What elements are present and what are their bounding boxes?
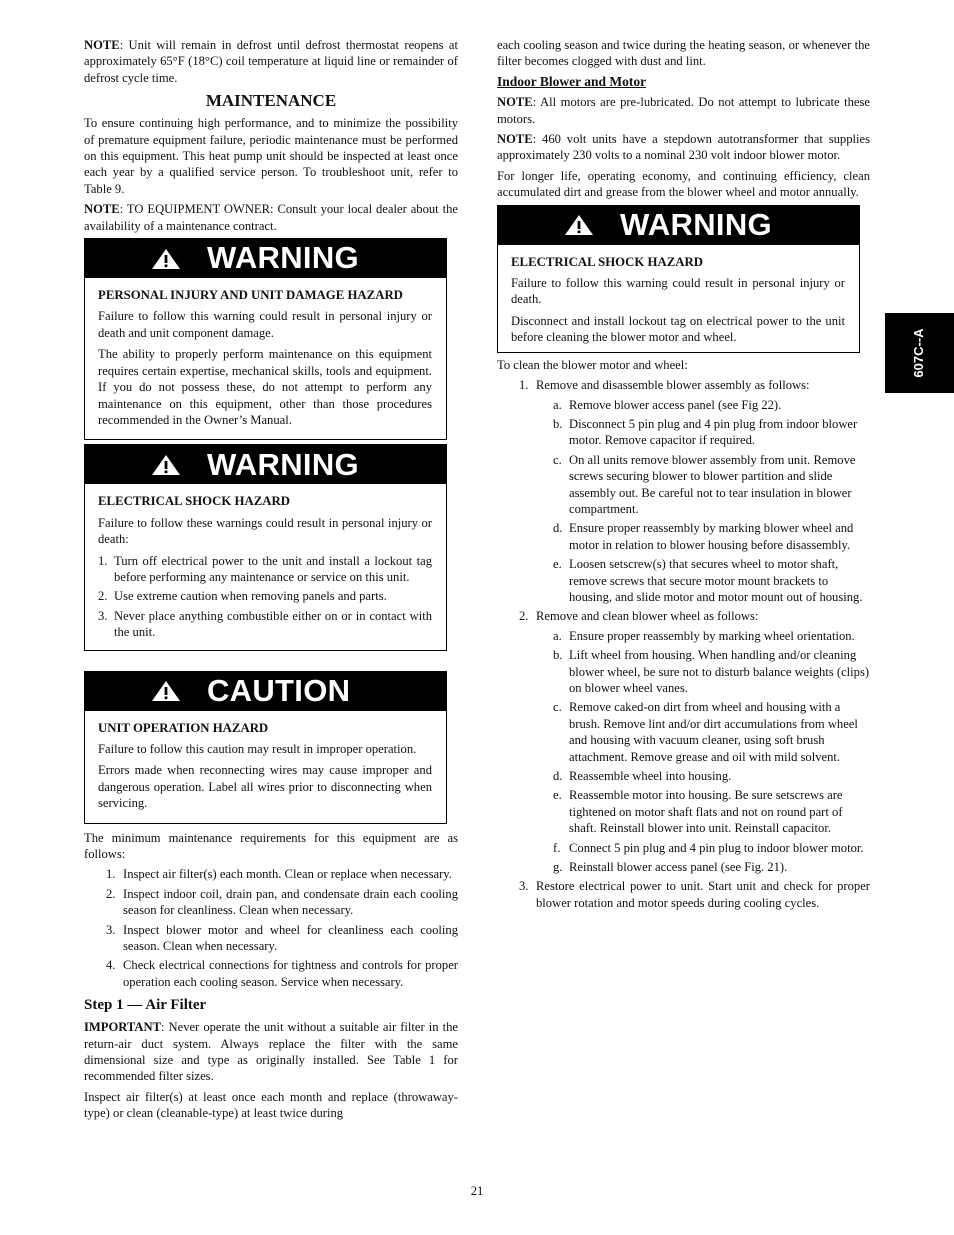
hazard-text: Disconnect and install lockout tag on electrical power to the unit before cleaning the blower motor and wheel. bbox=[511, 313, 845, 345]
list-item: g. Reinstall blower access panel (see Fig. 21). bbox=[553, 860, 788, 875]
list-item: f. Connect 5 pin plug and 4 pin plug to indoor blower motor. bbox=[553, 840, 864, 855]
list-item: 2. Inspect indoor coil, drain pan, and condensate drain each cooling season for cleanliness. Clean when necessary. bbox=[106, 886, 458, 918]
list-item: a. Remove blower access panel (see Fig 22). bbox=[553, 397, 782, 412]
blower-heading: Indoor Blower and Motor bbox=[497, 73, 647, 89]
min-requirements-list bbox=[106, 866, 458, 990]
list-item: 1. Remove and disassemble blower assembly as follows: bbox=[519, 378, 810, 393]
list-item: b. Lift wheel from housing. When handling and/or cleaning blower wheel, be sure not to disturb balance weights (clips) on blower wheel vanes. bbox=[553, 648, 870, 695]
list-item: e. Reassemble motor into housing. Be sure setscrews are tightened on motor shaft flats and not on round part of shaft. Reinstall blower into unit. Reinstall capacitor. bbox=[553, 788, 843, 836]
step1-heading: Step 1 — Air Filter bbox=[84, 997, 207, 1014]
blower-step-list bbox=[519, 377, 870, 393]
list-item: 3. Restore electrical power to unit. Start unit and check for proper blower rotation and motor speeds during cooling cycles. bbox=[519, 879, 870, 910]
list-item: 1. Turn off electrical power to the unit and install a lockout tag before performing any maintenance or service on this unit. bbox=[98, 553, 432, 584]
list-item: d. Reassemble wheel into housing. bbox=[553, 769, 732, 784]
important-text: : Never operate the unit without a suitable air filter in the return-air duct system. Always replace the filter with the same dimensional size and type as originally installed. See Table 1 for recommended filter sizes. bbox=[84, 1020, 458, 1084]
hazard-list bbox=[98, 553, 432, 641]
page-number: 21 bbox=[470, 1184, 484, 1198]
warning-triangle-icon bbox=[151, 248, 181, 270]
list-item: 1. Inspect air filter(s) each month. Clean or replace when necessary. bbox=[106, 867, 452, 882]
continued-paragraph: each cooling season and twice during the heating season, or whenever the filter becomes clogged with dust and lint. bbox=[497, 38, 870, 69]
note-text: : All motors are pre-lubricated. Do not attempt to lubricate these motors. bbox=[497, 95, 870, 126]
hazard-title: PERSONAL INJURY AND UNIT DAMAGE HAZARD bbox=[98, 288, 403, 303]
blower-substep-list bbox=[553, 628, 870, 876]
right-column bbox=[497, 37, 870, 914]
inspect-paragraph: Inspect air filter(s) at least once each month and replace (throwaway-type) or clean (cleanable-type) at least twice during bbox=[84, 1089, 458, 1121]
caution-label: CAUTION bbox=[207, 672, 351, 708]
note-lubricated bbox=[497, 94, 870, 127]
list-item: 2. Remove and clean blower wheel as follows: bbox=[519, 609, 759, 624]
list-item: e. Loosen setscrew(s) that secures wheel to motor shaft, remove screws that secure motor mount brackets to housing, and slide motor and motor mount out of housing. bbox=[553, 557, 863, 604]
hazard-text: The ability to properly perform maintenance on this equipment requires certain expertise, mechanical skills, tools and equipment. If you do not possess these, do not attempt to perform any maintenance on this equipment, other than those procedures recommended in the Owner’s Manual. bbox=[98, 347, 432, 427]
caution-banner bbox=[85, 672, 446, 711]
blower-substep-list bbox=[553, 397, 870, 606]
list-item: c. On all units remove blower assembly from unit. Remove screws securing blower to blower partition and slide assembly out. Be careful not to tear insulation in blower compartment. bbox=[553, 452, 856, 516]
maintenance-heading: MAINTENANCE bbox=[205, 91, 337, 111]
caution-box bbox=[84, 671, 447, 824]
hazard-title: UNIT OPERATION HAZARD bbox=[98, 720, 269, 735]
note-text: : 460 volt units have a stepdown autotransformer that supplies approximately 230 volts to a nominal 230 volt indoor blower motor. bbox=[497, 132, 870, 163]
hazard-text: Failure to follow these warnings could result in personal injury or death: bbox=[98, 515, 432, 547]
hazard-title: ELECTRICAL SHOCK HAZARD bbox=[511, 254, 703, 269]
maintenance-paragraph: To ensure continuing high performance, and to minimize the possibility of premature equipment failure, periodic maintenance must be performed on this equipment. This heat pump unit should be inspected at least once each year by a qualified service person. To troubleshoot unit, refer to Table 9. bbox=[84, 116, 458, 196]
warning-banner bbox=[498, 206, 859, 245]
warning-label: WARNING bbox=[207, 240, 359, 276]
warning-triangle-icon bbox=[151, 454, 181, 476]
defrost-note bbox=[84, 37, 458, 86]
important-label: IMPORTANT bbox=[84, 1020, 161, 1035]
warning-box-personal-injury bbox=[84, 238, 447, 440]
list-item: c. Remove caked-on dirt from wheel and housing with a brush. Remove lint and/or dirt accumulations from wheel and housing with vacuum cleaner, using soft brush attachment. Remove grease and oil with mild solvent. bbox=[553, 700, 858, 764]
list-item: b. Disconnect 5 pin plug and 4 pin plug from indoor blower motor. Remove capacitor if required. bbox=[553, 416, 858, 448]
hazard-text: Failure to follow this caution may result in improper operation. bbox=[98, 741, 417, 756]
list-item: 2. Use extreme caution when removing panels and parts. bbox=[98, 589, 387, 604]
warning-label: WARNING bbox=[620, 206, 772, 242]
list-item: d. Ensure proper reassembly by marking blower wheel and motor in relation to blower housing before disassembly. bbox=[553, 521, 854, 552]
hazard-title: ELECTRICAL SHOCK HAZARD bbox=[98, 494, 290, 509]
warning-box-blower-shock bbox=[497, 205, 860, 353]
hazard-text: Errors made when reconnecting wires may cause improper and dangerous operation. Label all wires prior to disconnecting when servicing. bbox=[98, 763, 432, 811]
important-note bbox=[84, 1019, 458, 1085]
list-item: 3. Never place anything combustible either on or in contact with the unit. bbox=[98, 608, 432, 640]
to-clean-intro: To clean the blower motor and wheel: bbox=[497, 357, 688, 372]
side-tab-label: 607C--A bbox=[910, 328, 926, 378]
side-tab bbox=[885, 313, 954, 393]
note-label: NOTE bbox=[497, 132, 533, 147]
note-label: NOTE bbox=[84, 202, 120, 217]
blower-step-list bbox=[519, 608, 870, 624]
note-label: NOTE bbox=[497, 95, 533, 110]
hazard-text: Failure to follow this warning could result in personal injury or death and unit component damage. bbox=[98, 309, 432, 340]
note-text: : TO EQUIPMENT OWNER: Consult your local dealer about the availability of a maintenance contract. bbox=[84, 202, 458, 233]
warning-banner bbox=[85, 445, 446, 484]
warning-box-electrical-shock bbox=[84, 444, 447, 650]
warning-triangle-icon bbox=[151, 680, 181, 702]
hazard-text: Failure to follow this warning could result in personal injury or death. bbox=[511, 276, 845, 307]
list-item: a. Ensure proper reassembly by marking wheel orientation. bbox=[553, 628, 855, 643]
list-item: 4. Check electrical connections for tightness and controls for proper operation each cooling season. Service when necessary. bbox=[106, 958, 458, 989]
longer-life-paragraph: For longer life, operating economy, and continuing efficiency, clean accumulated dirt and grease from the blower wheel and motor annually. bbox=[497, 168, 870, 200]
min-requirements-intro: The minimum maintenance requirements for this equipment are as follows: bbox=[84, 830, 458, 861]
warning-triangle-icon bbox=[564, 214, 594, 236]
warning-banner bbox=[85, 239, 446, 278]
owner-note bbox=[84, 201, 458, 234]
list-item: 3. Inspect blower motor and wheel for cleanliness each cooling season. Clean when necessary. bbox=[106, 922, 458, 954]
left-column bbox=[84, 37, 458, 1126]
note-text: : Unit will remain in defrost until defrost thermostat reopens at approximately 65°F (18°C) coil temperature at liquid line or remainder of defrost cycle time. bbox=[84, 38, 458, 85]
blower-step-list bbox=[519, 878, 870, 911]
note-460v bbox=[497, 131, 870, 164]
note-label: NOTE bbox=[84, 38, 120, 52]
warning-label: WARNING bbox=[207, 446, 359, 482]
